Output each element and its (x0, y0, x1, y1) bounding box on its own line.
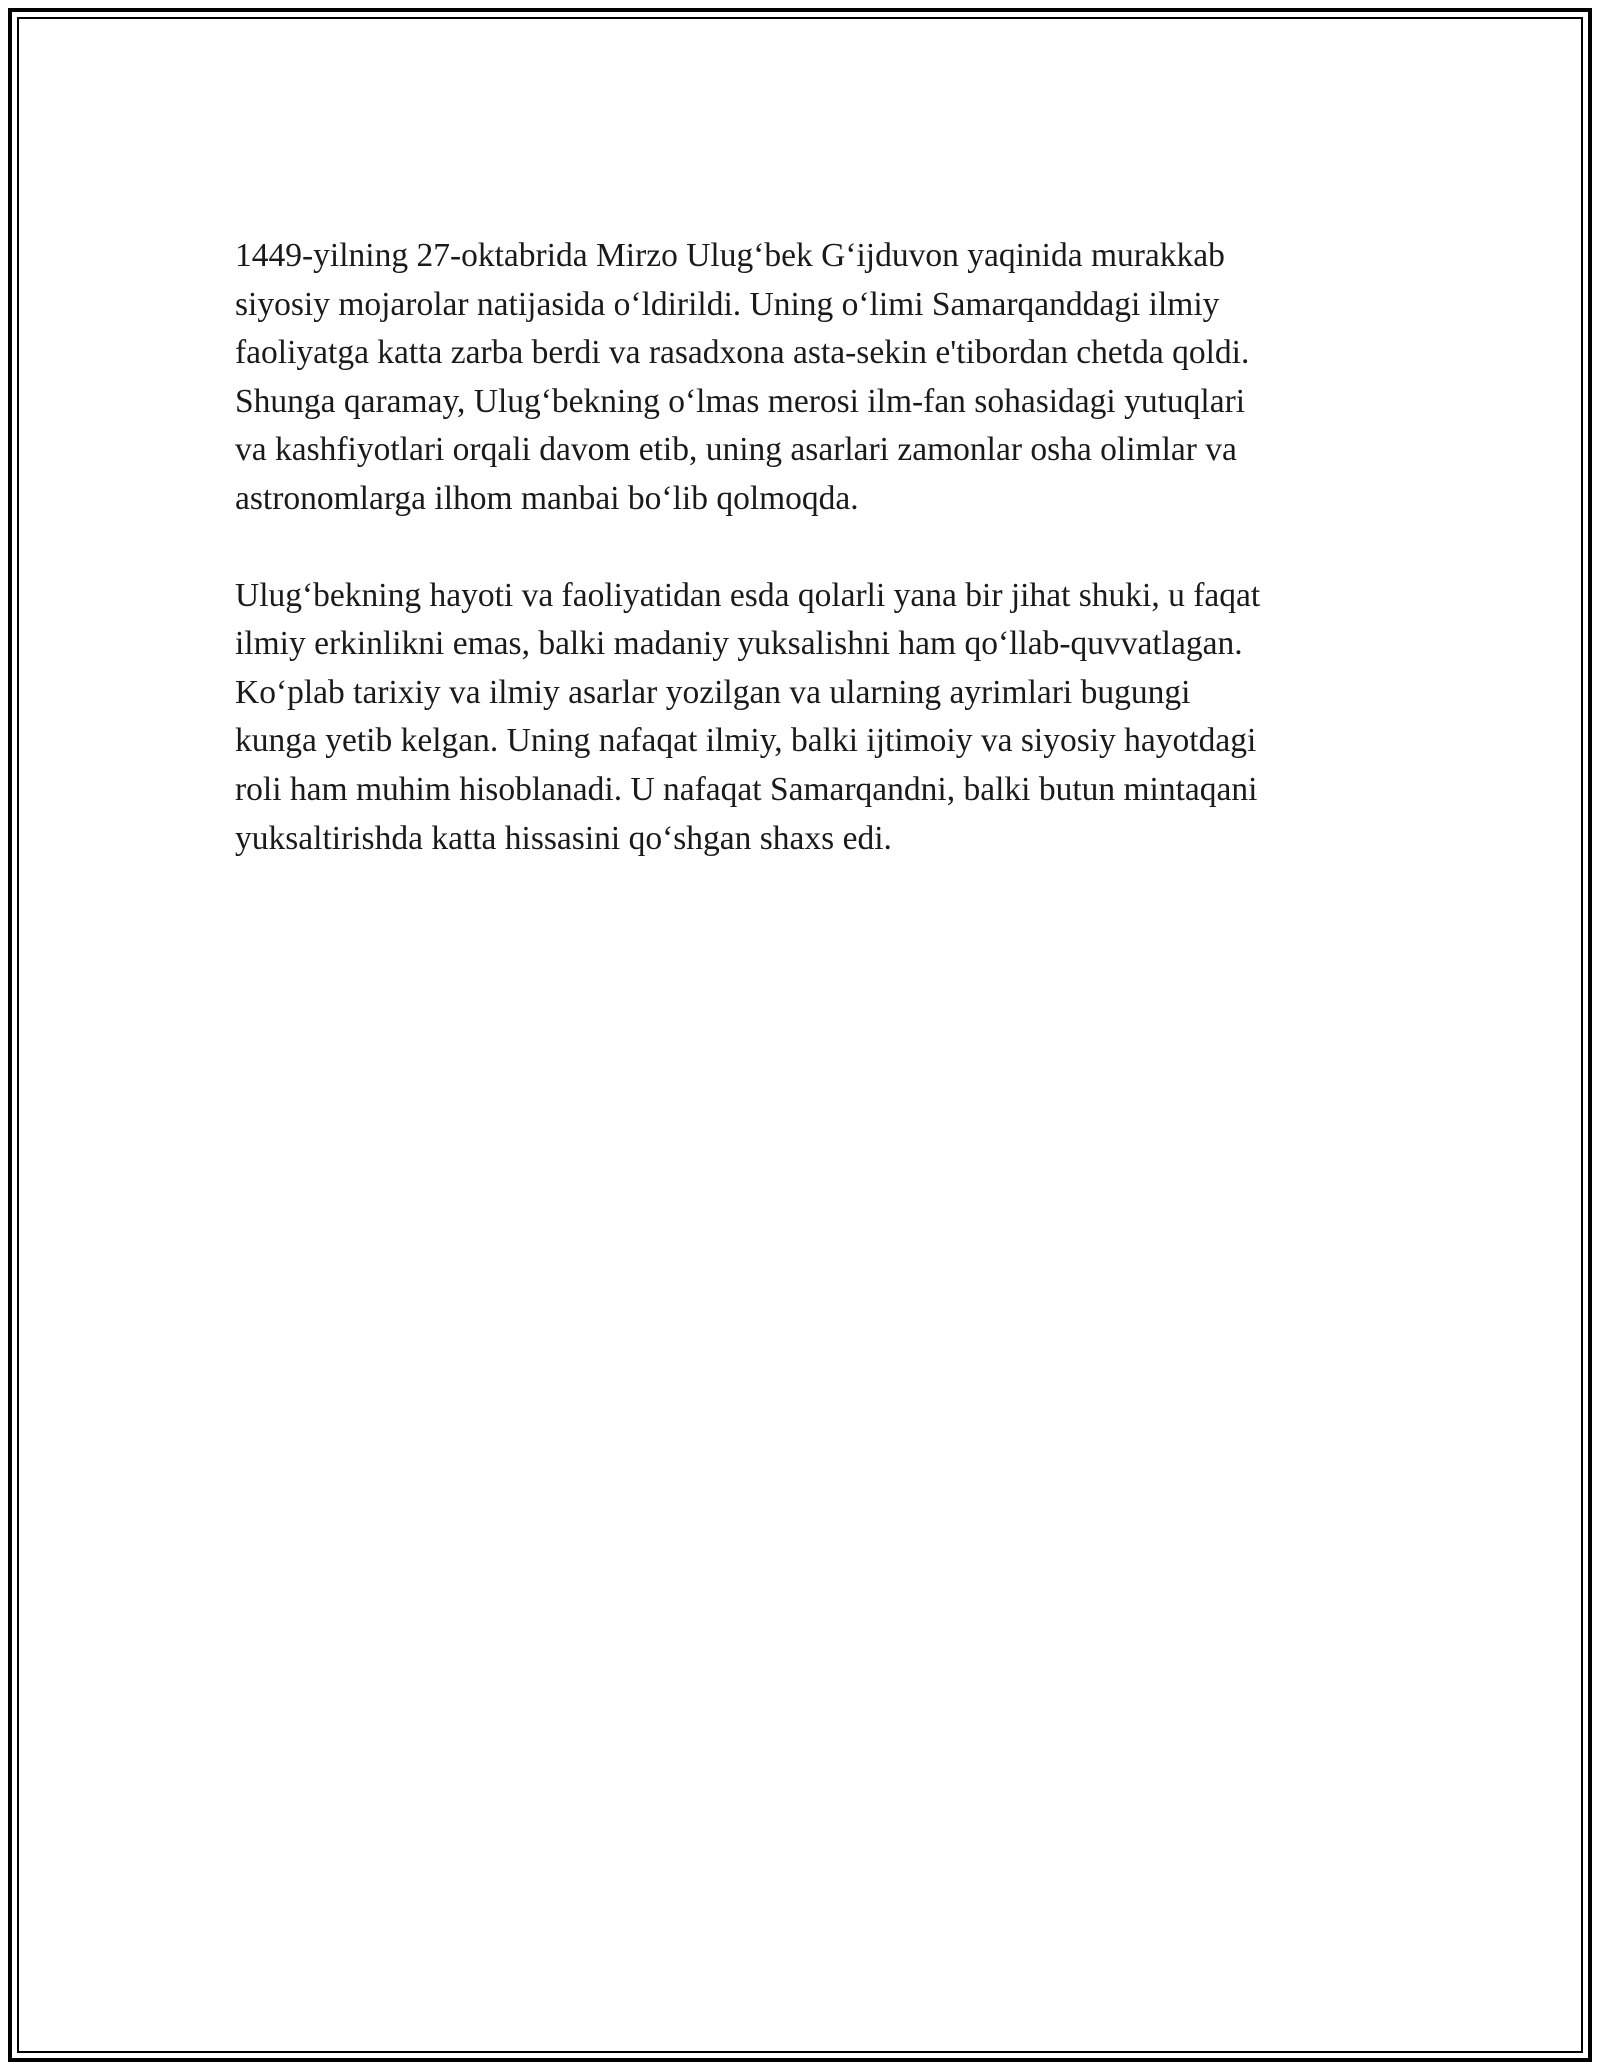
document-body (235, 232, 1375, 911)
paragraph-2: Ulug‘bekning hayoti va faoliyatidan esda qolarli yana bir jihat shuki, u faqat ilmiy erkinlikni emas, balki madaniy yuksalishni ham qo‘llab-quvvatlagan. Ko‘plab tarixiy va ilmiy asarlar yozilgan va ularning ayrimlari bugungi kunga yetib kelgan. Uning nafaqat ilmiy, balki ijtimoiy va siyosiy hayotdagi roli ham muhim hisoblanadi. U nafaqat Samarqandni, balki butun mintaqani yuksaltirishda katta hissasini qo‘shgan shaxs edi. (235, 576, 1261, 857)
paragraph-1: 1449-yilning 27-oktabrida Mirzo Ulug‘bek G‘ijduvon yaqinida murakkab siyosiy mojarolar natijasida o‘ldirildi. Uning o‘limi Samarqanddagi ilmiy faoliyatga katta zarba berdi va rasadxona asta-sekin e'tibordan chetda qoldi. Shunga qaramay, Ulug‘bekning o‘lmas merosi ilm-fan sohasidagi yutuqlari va kashfiyotlari orqali davom etib, uning asarlari zamonlar osha olimlar va astronomlarga ilhom manbai bo‘lib qolmoqda. (235, 237, 1250, 517)
